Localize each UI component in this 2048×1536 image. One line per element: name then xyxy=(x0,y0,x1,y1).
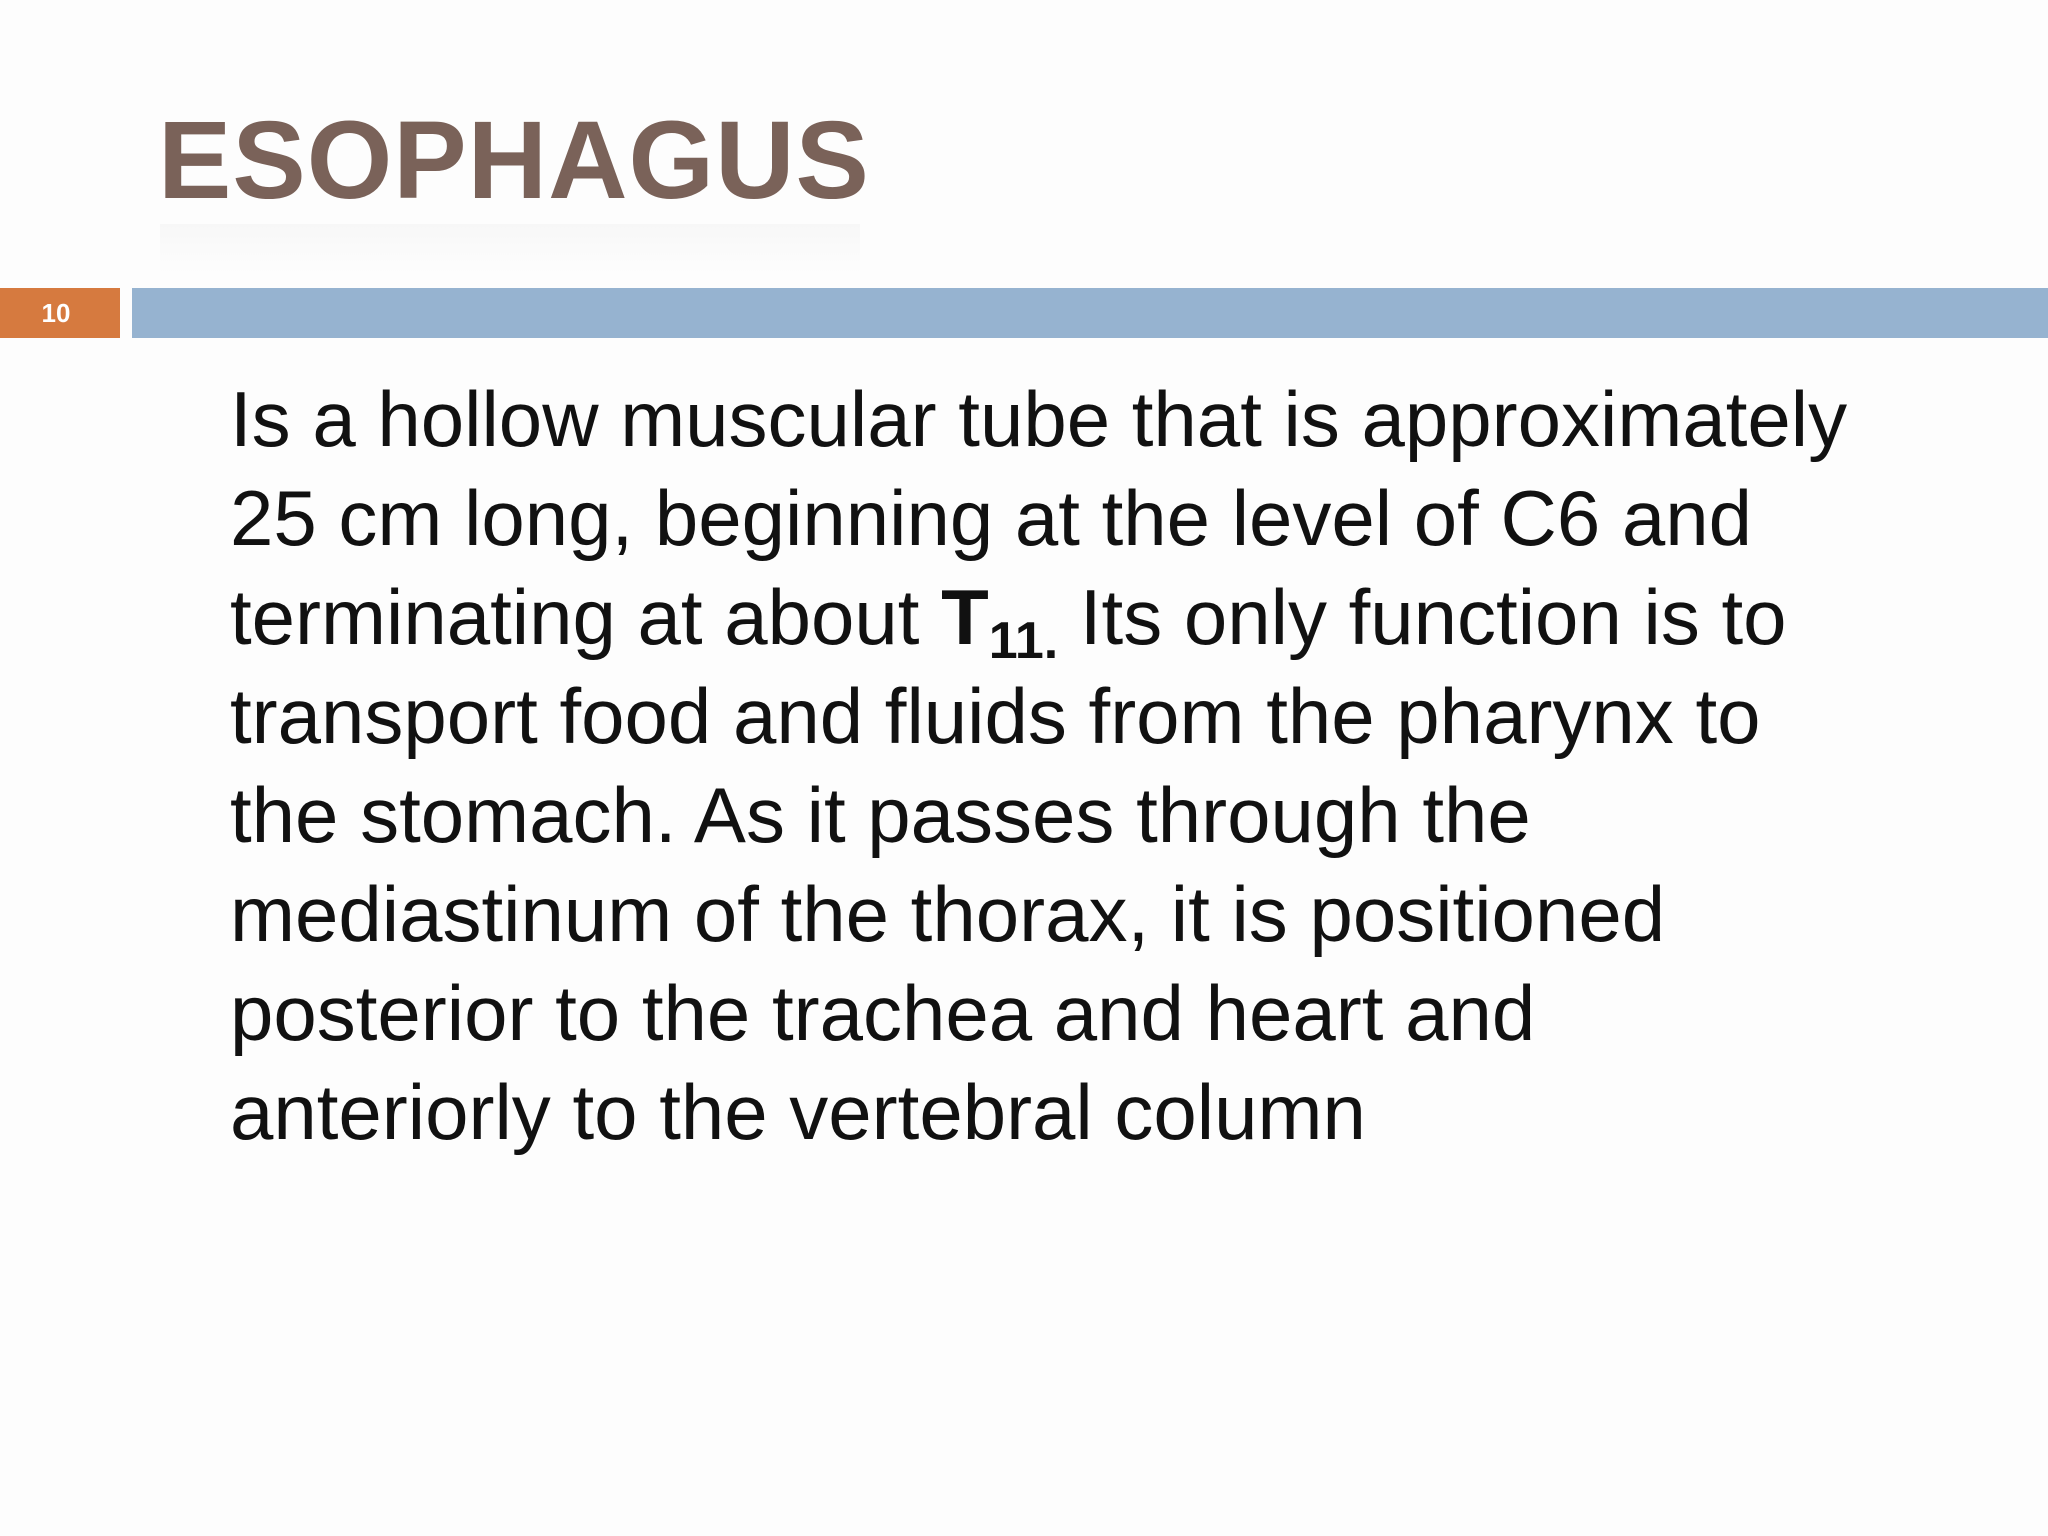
vertebra-label: T xyxy=(941,573,989,661)
title-shadow xyxy=(160,224,860,274)
body-line-8: anteriorly to the vertebral column xyxy=(230,1068,1366,1156)
body-line-7: posterior to the trachea and heart and xyxy=(230,969,1536,1057)
body-line-3-start: terminating at about xyxy=(230,573,942,661)
body-line-2: 25 cm long, beginning at the level of C6 and xyxy=(230,474,1753,562)
body-line-5: the stomach. As it passes through the xyxy=(230,771,1531,859)
vertebra-subscript: 11. xyxy=(988,612,1059,670)
body-line-4: transport food and fluids from the pharynx to xyxy=(230,672,1761,760)
slide-number-badge: 10 xyxy=(0,288,120,338)
body-line-3 xyxy=(230,568,1970,670)
slide-title: ESOPHAGUS xyxy=(158,99,870,222)
body-paragraph xyxy=(230,370,1970,1162)
body-line-1: Is a hollow muscular tube that is approximately xyxy=(230,375,1848,463)
body-line-3-end: Its only function is to xyxy=(1058,573,1787,661)
title-divider-bar xyxy=(132,288,2048,338)
body-line-6: mediastinum of the thorax, it is positioned xyxy=(230,870,1666,958)
